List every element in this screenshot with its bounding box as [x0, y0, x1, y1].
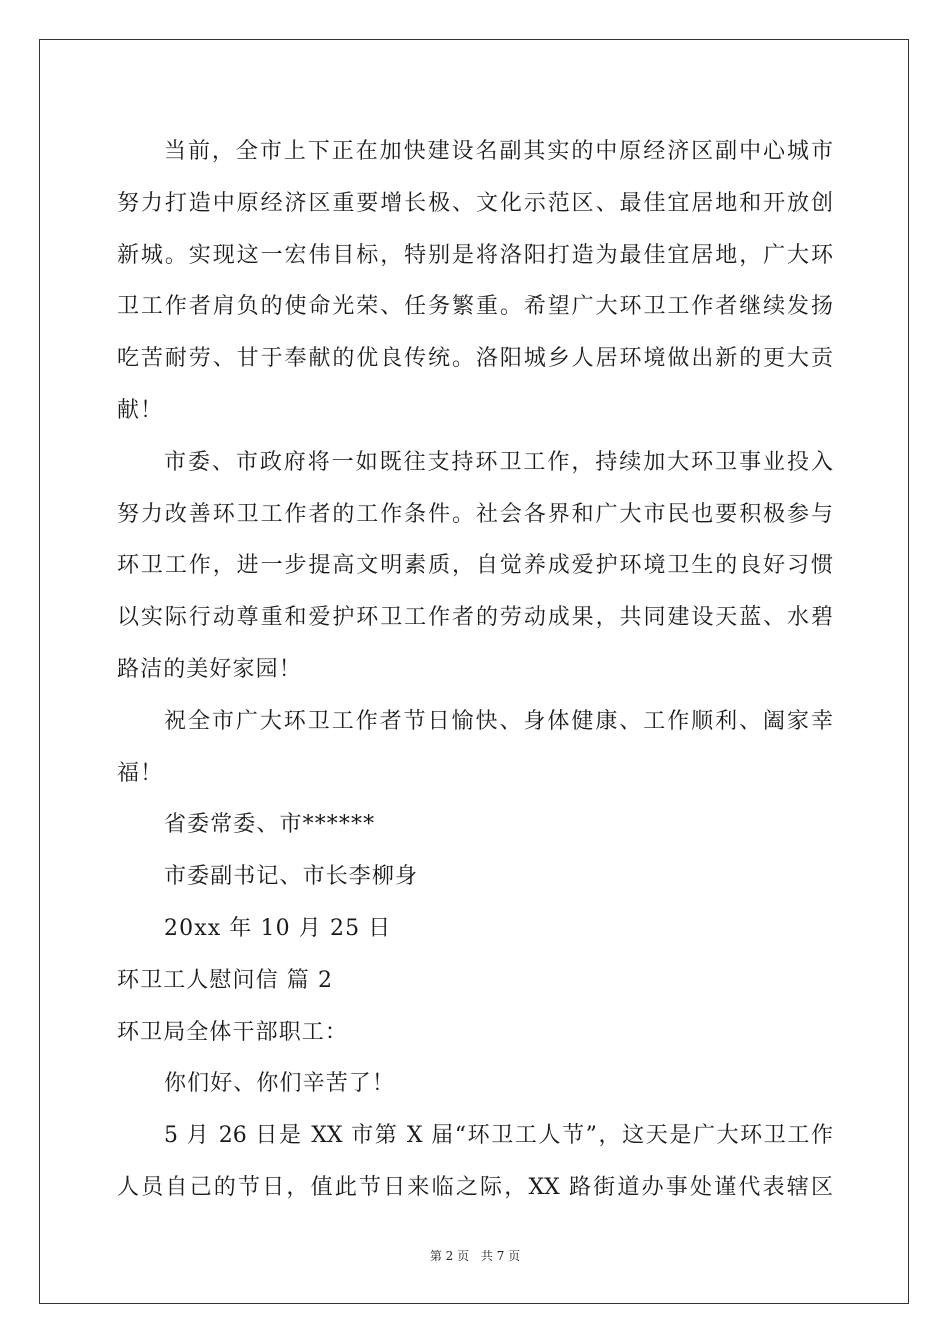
paragraph-line: 市委、市政府将一如既往支持环卫工作，持续加大环卫事业投入 [164, 449, 833, 475]
page-number: 第 2 页 [429, 1249, 470, 1263]
paragraph-line: 以实际行动尊重和爱护环卫工作者的劳动成果，共同建设天蓝、水碧 [117, 605, 833, 631]
paragraph-line: 吃苦耐劳、甘于奉献的优良传统。洛阳城乡人居环境做出新的更大贡 [117, 346, 833, 372]
paragraph-line: 5 月 26 日是 XX 市第 X 届“环卫工人节”，这天是广大环卫工作 [164, 1123, 833, 1149]
page-total: 共 7 页 [480, 1249, 521, 1263]
salutation: 环卫局全体干部职工： [117, 1019, 349, 1045]
paragraph-line: 福！ [117, 760, 164, 786]
paragraph-line: 努力改善环卫工作者的工作条件。社会各界和广大市民也要积极参与 [117, 501, 833, 527]
section-title: 环卫工人慰问信 篇 2 [117, 967, 334, 993]
paragraph-line: 人员自己的节日，值此节日来临之际，XX 路街道办事处谨代表辖区 [117, 1174, 833, 1200]
greeting-line: 你们好、你们辛苦了！ [164, 1071, 396, 1097]
paragraph-line: 当前，全市上下正在加快建设名副其实的中原经济区副中心城市 [164, 139, 833, 164]
paragraph-line: 路洁的美好家园！ [117, 656, 302, 682]
paragraph-line: 卫工作者肩负的使命光荣、任务繁重。希望广大环卫工作者继续发扬 [117, 294, 833, 320]
paragraph-line: 献！ [117, 397, 164, 423]
signature-line: 市委副书记、市长李柳身 [164, 864, 419, 890]
date-line: 20xx 年 10 月 25 日 [164, 915, 392, 941]
document-body [117, 126, 833, 1214]
paragraph-line: 祝全市广大环卫工作者节日愉快、身体健康、工作顺利、阖家幸 [164, 708, 833, 734]
paragraph-line: 环卫工作，进一步提高文明素质，自觉养成爱护环境卫生的良好习惯 [117, 553, 833, 579]
signature-line: 省委常委、市****** [164, 812, 376, 838]
page-footer [0, 1247, 950, 1264]
paragraph-line: 努力打造中原经济区重要增长极、文化示范区、最佳宜居地和开放创 [117, 190, 833, 216]
paragraph-line: 新城。实现这一宏伟目标，特别是将洛阳打造为最佳宜居地，广大环 [117, 242, 833, 268]
